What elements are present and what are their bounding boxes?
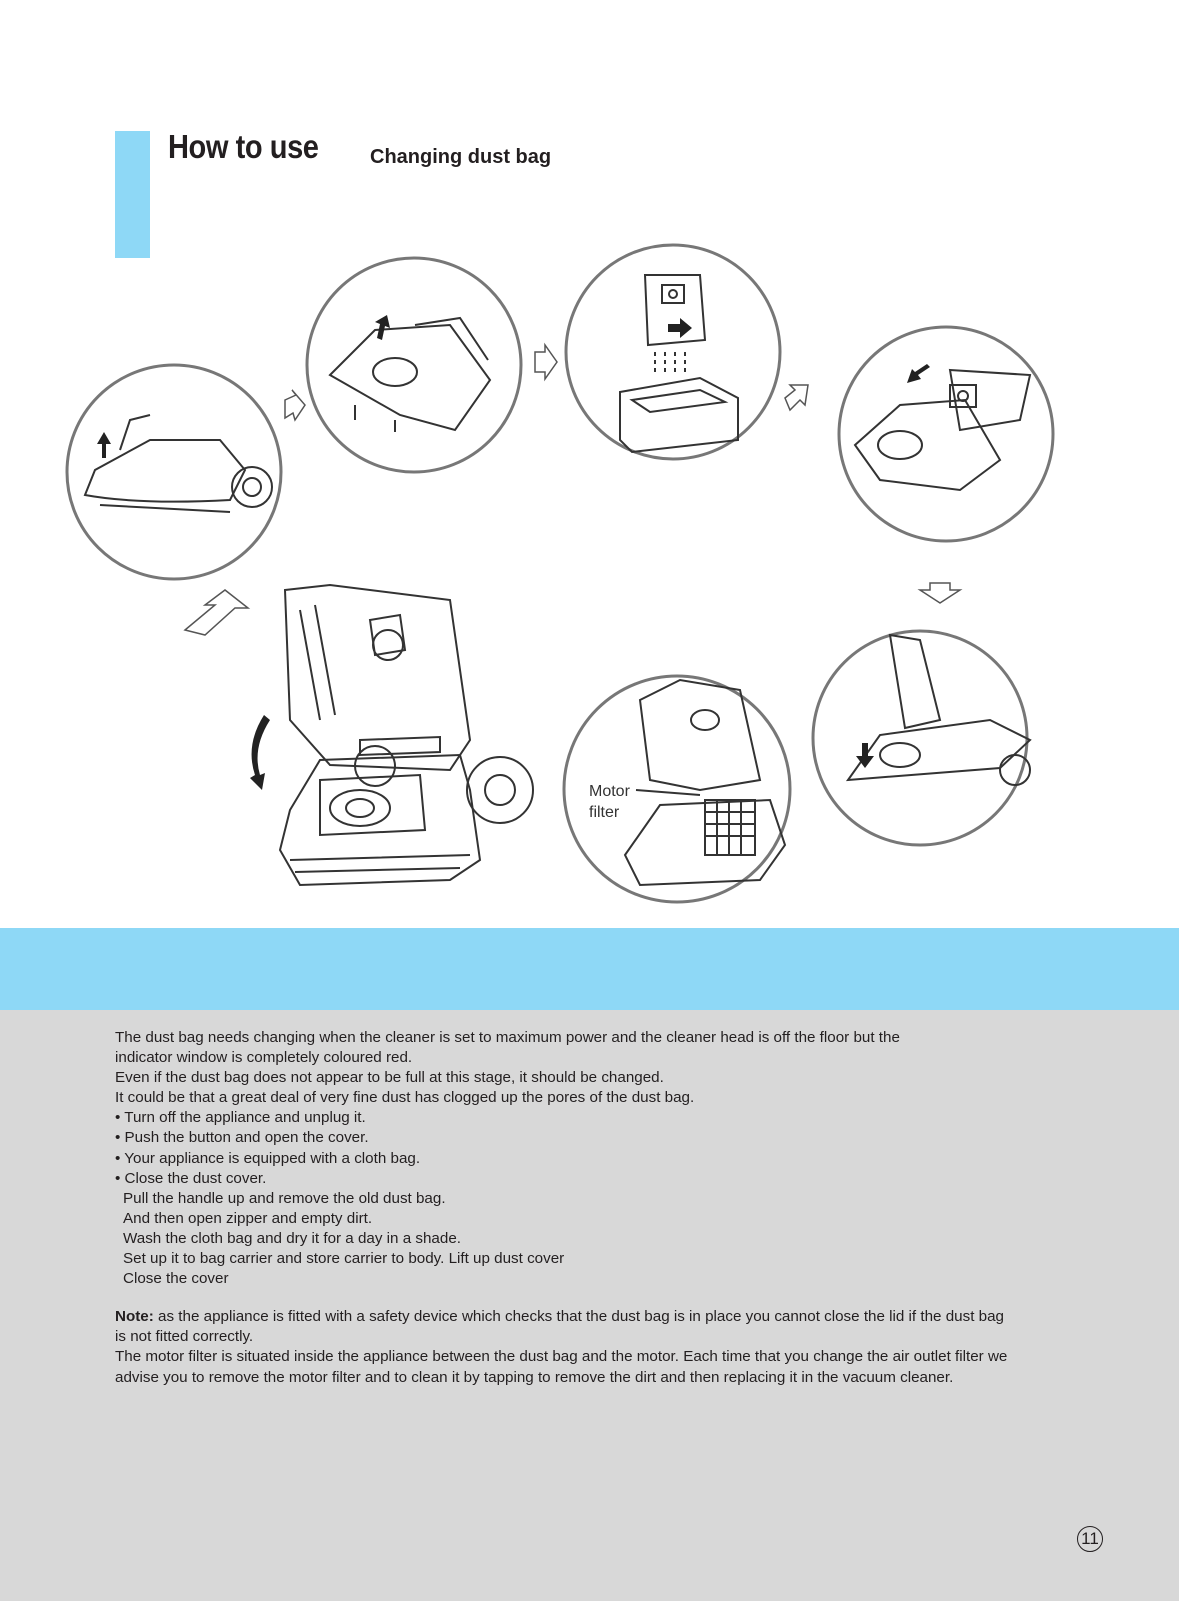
step-item: Set up it to bag carrier and store carrier to body. Lift up dust cover (123, 1250, 565, 1268)
bullet-item: • Close the dust cover. (115, 1169, 267, 1187)
note-label: Note: (115, 1308, 154, 1326)
flow-arrow-3-icon (785, 385, 808, 410)
note-text: as the appliance is fitted with a safety device which checks that the dust bag is in place you cannot close the lid if the dust bag (153, 1308, 1004, 1326)
rotate-lid-arrow-icon (250, 715, 270, 790)
step-circle-close-cover (813, 631, 1027, 845)
flow-arrow-2-icon (535, 345, 557, 379)
page-title: How to use (168, 128, 319, 165)
step-item: Pull the handle up and remove the old dust bag. (123, 1189, 446, 1207)
para1-line1: The dust bag needs changing when the cleaner is set to maximum power and the cleaner head is off the floor but the (115, 1029, 900, 1046)
bullet-item: • Push the button and open the cover. (115, 1129, 369, 1147)
motor-filter-label-line2: filter (589, 804, 620, 821)
vacuum-icon-step1 (85, 415, 272, 512)
step-item: And then open zipper and empty dirt. (123, 1209, 373, 1227)
instructions-text (115, 1028, 1075, 1388)
main-vacuum-illustration (280, 585, 533, 885)
page-number: 11 (1077, 1526, 1103, 1552)
flow-arrow-1-icon (285, 390, 305, 420)
step-circle-open-lid (67, 365, 281, 579)
arrow-right-icon (668, 318, 692, 338)
page-subtitle: Changing dust bag (370, 146, 552, 168)
arrow-up-icon (97, 432, 111, 458)
para3: It could be that a great deal of very fine dust has clogged up the pores of the dust bag. (115, 1089, 695, 1107)
flow-arrow-down-icon (920, 583, 960, 603)
arrow-up-right-icon (375, 315, 390, 340)
bullet-item: • Turn off the appliance and unplug it. (115, 1109, 366, 1127)
step-item: Close the cover (123, 1270, 229, 1288)
note-line2: is not fitted correctly. (115, 1328, 254, 1346)
motor-filter-label-line1: Motor (589, 783, 630, 800)
arrow-down-left-icon (907, 364, 930, 383)
motor-filter-label (589, 781, 630, 823)
bag-carrier-icon-step2 (330, 318, 490, 432)
bullet-item: • Your appliance is equipped with a cloth bag. (115, 1149, 421, 1167)
instructions-header-band (0, 928, 1179, 1010)
para1-line2: indicator window is completely coloured red. (115, 1049, 413, 1067)
motor-filter-line2: advise you to remove the motor filter and to clean it by tapping to remove the dirt and then replacing it in the vacuum cleaner. (115, 1368, 954, 1386)
flow-arrow-up-icon (185, 590, 248, 635)
empty-bag-icon-step3 (620, 275, 738, 452)
motor-filter-icon (625, 680, 785, 885)
step-circle-insert-bag (839, 327, 1053, 541)
note-line1 (115, 1307, 1075, 1327)
step-circle-empty-bag (566, 245, 780, 459)
insert-bag-icon-step4 (855, 370, 1030, 490)
para2: Even if the dust bag does not appear to be full at this stage, it should be changed. (115, 1069, 664, 1087)
motor-filter-line1: The motor filter is situated inside the appliance between the dust bag and the motor. Each time that you change the air outlet filter we (115, 1348, 1008, 1366)
close-cover-icon-step5 (848, 635, 1030, 785)
step-item: Wash the cloth bag and dry it for a day in a shade. (123, 1229, 461, 1247)
